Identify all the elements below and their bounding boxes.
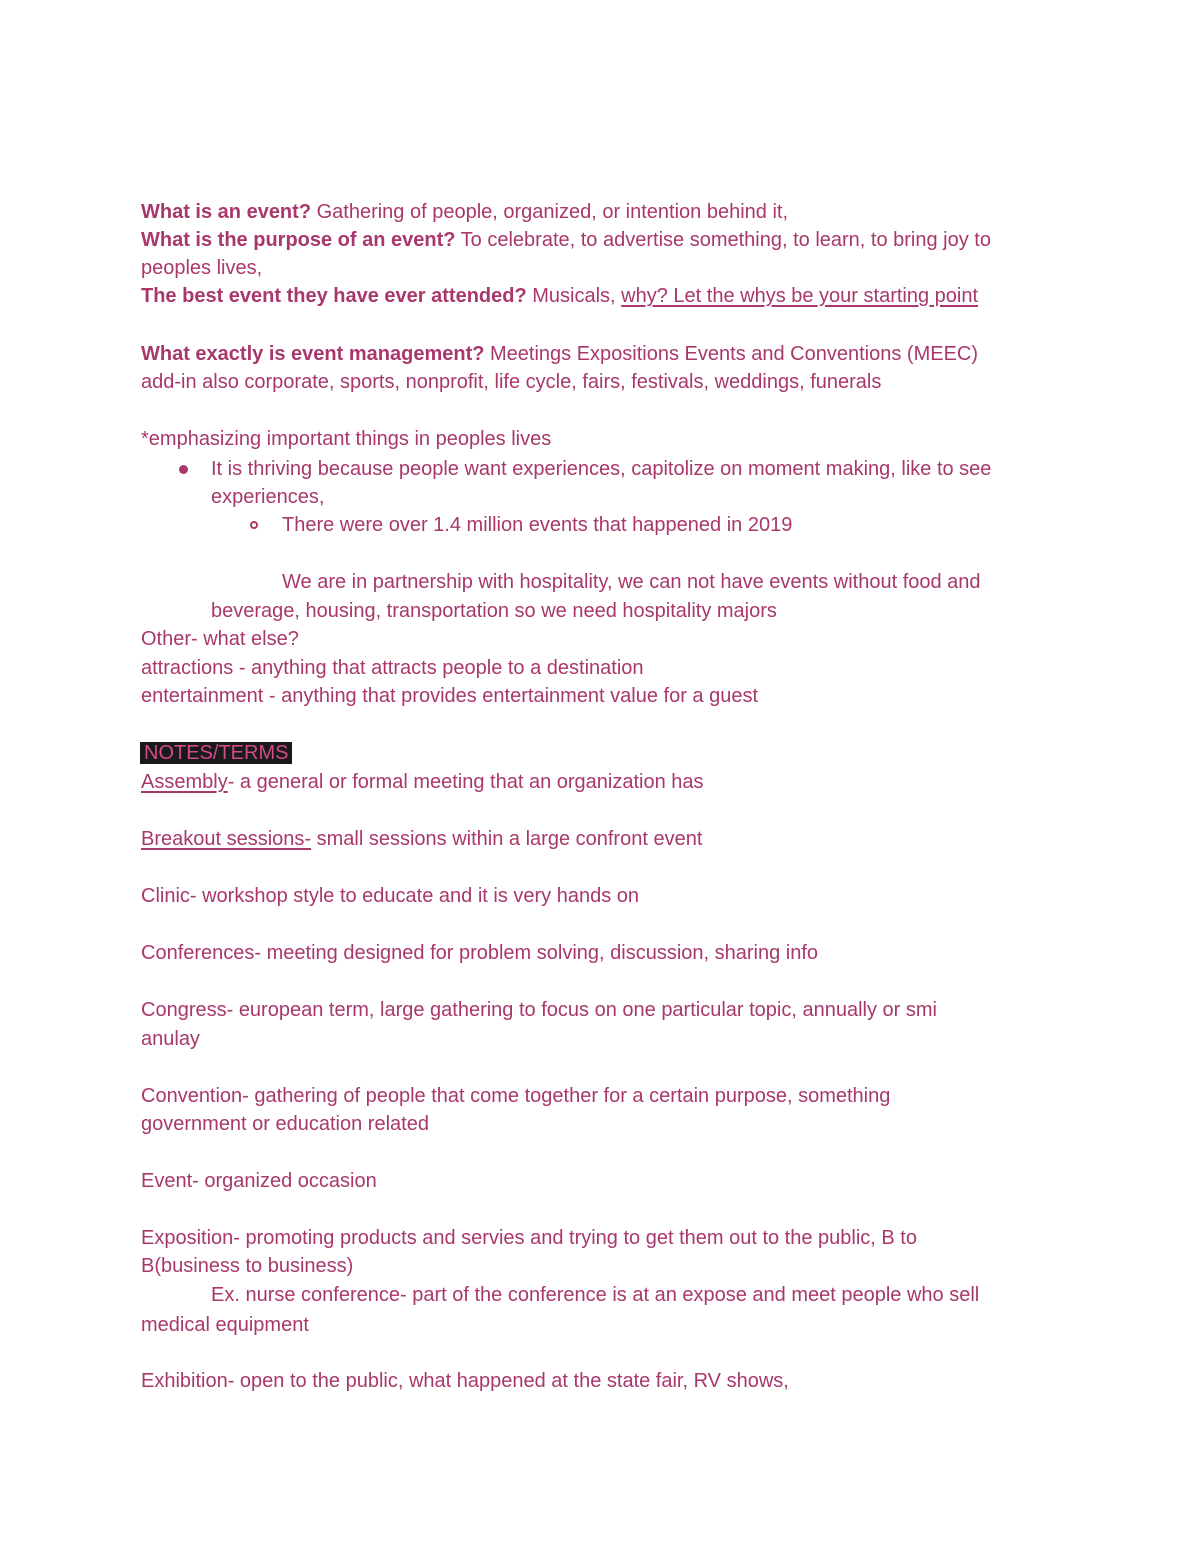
question-label: The best event they have ever attended? (141, 285, 527, 307)
term-convention: Convention- gathering of people that come together for a certain purpose, something (141, 1085, 891, 1107)
term-exposition-continuation: B(business to business) (141, 1255, 354, 1277)
term-clinic: Clinic- workshop style to educate and it is very hands on (141, 885, 640, 907)
question-label: What is an event? (141, 201, 312, 223)
question-purpose (141, 226, 991, 254)
question-what-is-event (141, 198, 788, 226)
entertainment-line: entertainment - anything that provides entertainment value for a guest (141, 685, 759, 707)
emphasis-note: *emphasizing important things in peoples lives (141, 428, 552, 450)
term-event: Event- organized occasion (141, 1170, 377, 1192)
term-definition: small sessions within a large confront event (311, 828, 703, 850)
attractions-line: attractions - anything that attracts people to a destination (141, 657, 644, 679)
bullet-item-continuation: experiences, (211, 486, 325, 508)
term-exposition-example-continuation: medical equipment (141, 1314, 309, 1336)
partnership-text-continuation: beverage, housing, transportation so we need hospitality majors (211, 600, 777, 622)
answer-continuation: peoples lives, (141, 257, 263, 279)
term-label: Breakout sessions- (141, 828, 312, 850)
other-line: Other- what else? (141, 628, 299, 650)
answer-continuation: add-in also corporate, sports, nonprofit, life cycle, fairs, festivals, weddings, funerals (141, 371, 882, 393)
sub-bullet-item: There were over 1.4 million events that happened in 2019 (282, 514, 793, 536)
term-assembly (141, 768, 704, 796)
answer-text: Musicals, (526, 285, 622, 307)
term-convention-continuation: government or education related (141, 1113, 429, 1135)
notes-heading (141, 739, 292, 767)
answer-text: Gathering of people, organized, or intention behind it, (311, 201, 789, 223)
question-event-management (141, 340, 978, 368)
answer-text: Meetings Expositions Events and Conventions (MEEC) (484, 343, 979, 365)
term-breakout (141, 825, 702, 853)
term-exposition-example: Ex. nurse conference- part of the conference is at an expose and meet people who sell (211, 1284, 980, 1306)
notes-heading-label: NOTES/TERMS (140, 742, 292, 764)
question-label: What is the purpose of an event? (141, 229, 456, 251)
term-definition: - a general or formal meeting that an organization has (227, 771, 704, 793)
bullet-item: It is thriving because people want experiences, capitolize on moment making, like to see (211, 458, 992, 480)
answer-text: To celebrate, to advertise something, to learn, to bring joy to (455, 229, 991, 251)
partnership-text: We are in partnership with hospitality, we can not have events without food and (282, 571, 981, 593)
term-exhibition: Exhibition- open to the public, what happened at the state fair, RV shows, (141, 1370, 789, 1392)
question-label: What exactly is event management? (141, 343, 485, 365)
term-congress-continuation: anulay (141, 1028, 200, 1050)
underlined-note: why? Let the whys be your starting point (621, 285, 979, 307)
sub-bullet-circle-icon (250, 521, 258, 529)
term-exposition: Exposition- promoting products and servies and trying to get them out to the public, B to (141, 1227, 917, 1249)
term-congress: Congress- european term, large gathering to focus on one particular topic, annually or smi (141, 999, 937, 1021)
bullet-dot-icon (179, 465, 188, 474)
term-label: Assembly (141, 771, 228, 793)
question-best-event (141, 282, 978, 310)
term-conferences: Conferences- meeting designed for problem solving, discussion, sharing info (141, 942, 819, 964)
